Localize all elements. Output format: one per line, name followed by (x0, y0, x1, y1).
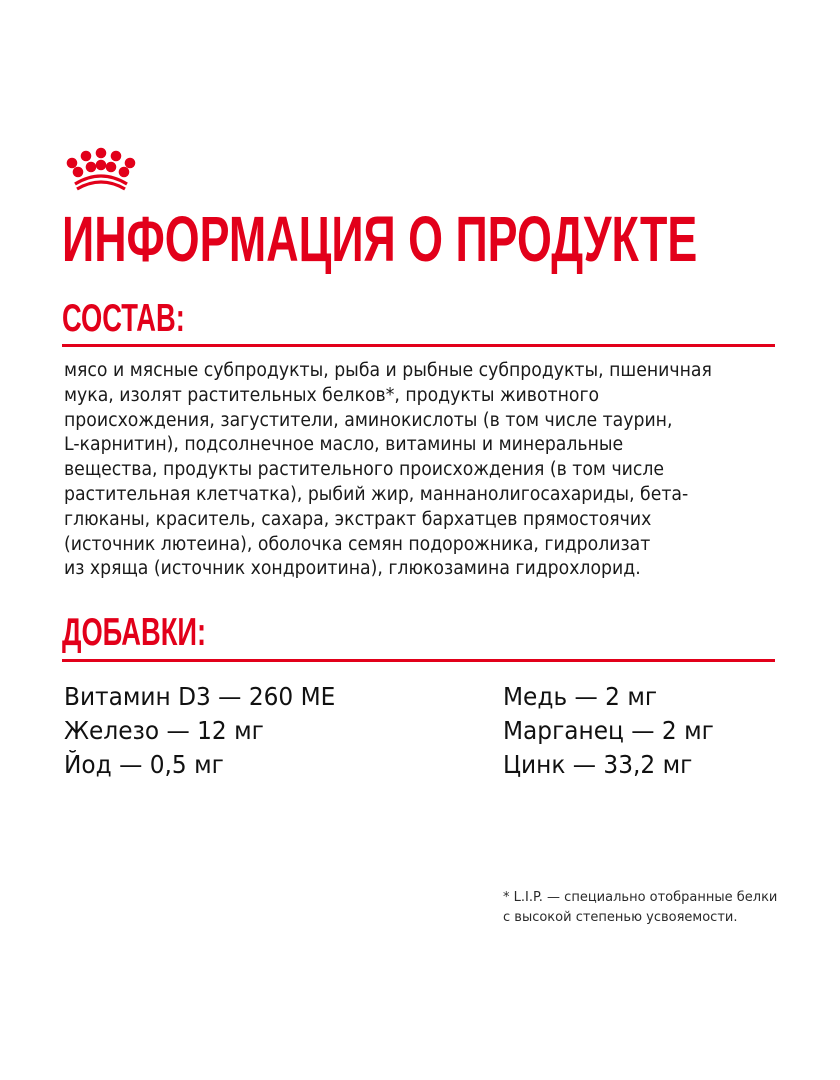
composition-line: из хряща (источник хондроитина), глюкозамина гидрохлорид. (64, 558, 641, 580)
additives-heading: ДОБАВКИ: (62, 611, 207, 654)
additives-column-left (64, 680, 356, 782)
additive-item: Медь — 2 мг (503, 682, 658, 711)
crown-icon (64, 146, 138, 192)
additives-column-right (503, 680, 730, 782)
composition-divider (62, 344, 775, 347)
composition-heading: СОСТАВ: (62, 297, 185, 340)
footnote-line: с высокой степенью усвояемости. (503, 910, 738, 925)
additive-item: Йод — 0,5 мг (64, 750, 224, 779)
page-title: ИНФОРМАЦИЯ О ПРОДУКТЕ (62, 203, 698, 275)
additive-item: Витамин D3 — 260 МЕ (64, 682, 336, 711)
additive-item: Марганец — 2 мг (503, 716, 714, 745)
additive-item: Цинк — 33,2 мг (503, 750, 693, 779)
composition-line: растительная клетчатка), рыбий жир, маннанолигосахариды, бета- (64, 483, 689, 505)
footnote (503, 888, 777, 928)
composition-line: мясо и мясные субпродукты, рыба и рыбные субпродукты, пшеничная (64, 360, 712, 381)
composition-line: вещества, продукты растительного происхождения (в том числе (64, 459, 665, 481)
footnote-line: * L.I.P. — специально отобранные белки (503, 890, 778, 905)
composition-text (64, 359, 794, 582)
composition-line: L-карнитин), подсолнечное масло, витамины и минеральные (64, 434, 624, 456)
composition-line: (источник лютеина), оболочка семян подорожника, гидролизат (64, 533, 651, 555)
composition-line: мука, изолят растительных белков*, продукты животного (64, 384, 600, 406)
composition-line: глюканы, краситель, сахара, экстракт бархатцев прямостоячих (64, 508, 652, 530)
composition-line: происхождения, загустители, аминокислоты (в том числе таурин, (64, 409, 673, 431)
additive-item: Железо — 12 мг (64, 716, 264, 745)
additives-divider (62, 659, 775, 662)
